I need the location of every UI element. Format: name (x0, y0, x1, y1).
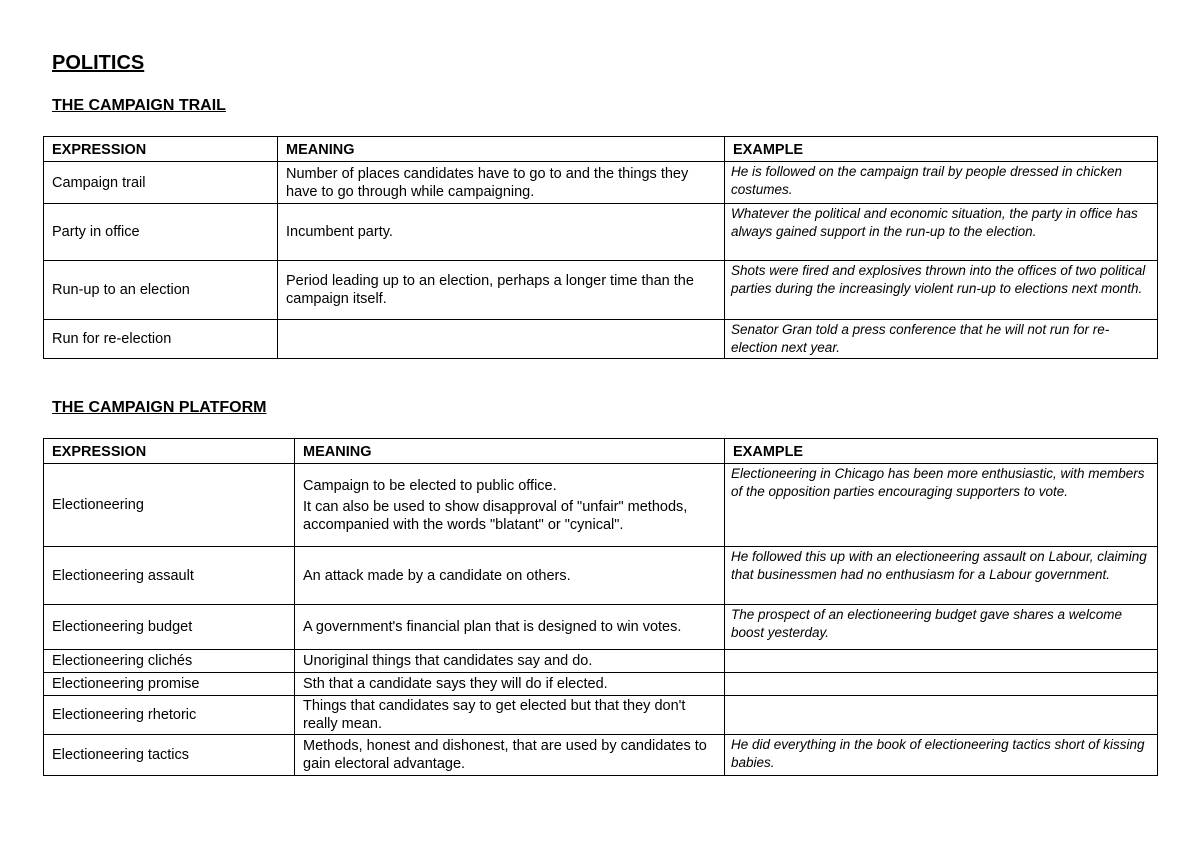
column-header-example: EXAMPLE (725, 137, 1158, 162)
meaning-text: A government's financial plan that is designed to win votes. (303, 619, 682, 635)
table-campaign-platform (43, 438, 1158, 776)
meaning-text: Campaign to be elected to public office. (303, 477, 557, 494)
meaning-cell (278, 261, 725, 320)
table-row (44, 735, 1158, 776)
meaning-text: Sth that a candidate says they will do if elected. (303, 676, 608, 692)
meaning-cell (295, 605, 725, 650)
meaning-text: Incumbent party. (286, 224, 393, 240)
example-cell: The prospect of an electioneering budget gave shares a welcome boost yesterday. (725, 605, 1158, 650)
expression-cell: Electioneering promise (44, 673, 295, 696)
table-row (44, 204, 1158, 261)
table-row (44, 673, 1158, 696)
example-cell: Electioneering in Chicago has been more enthusiastic, with members of the opposition parties encouraging supporters to vote. (725, 464, 1158, 547)
expression-cell: Electioneering budget (44, 605, 295, 650)
meaning-cell (295, 464, 725, 547)
column-header-expression: EXPRESSION (44, 439, 295, 464)
column-header-example: EXAMPLE (725, 439, 1158, 464)
expression-cell: Run for re-election (44, 320, 278, 359)
example-cell: He followed this up with an electioneering assault on Labour, claiming that businessmen had no enthusiasm for a Labour government. (725, 547, 1158, 605)
column-header-meaning: MEANING (278, 137, 725, 162)
table-row (44, 464, 1158, 547)
table-row (44, 696, 1158, 735)
example-cell: Shots were fired and explosives thrown into the offices of two political parties during the increasingly violent run-up to elections next month. (725, 261, 1158, 320)
table-header-row (44, 137, 1158, 162)
expression-cell: Electioneering rhetoric (44, 696, 295, 735)
meaning-cell (295, 735, 725, 776)
column-header-expression: EXPRESSION (44, 137, 278, 162)
meaning-cell (295, 673, 725, 696)
meaning-text: Number of places candidates have to go to and the things they have to go through while campaigning. (286, 165, 689, 200)
expression-cell: Electioneering clichés (44, 650, 295, 673)
example-cell: He is followed on the campaign trail by people dressed in chicken costumes. (725, 162, 1158, 204)
meaning-text: An attack made by a candidate on others. (303, 567, 571, 584)
table-row (44, 547, 1158, 605)
example-cell: He did everything in the book of electioneering tactics short of kissing babies. (725, 735, 1158, 776)
meaning-cell (278, 204, 725, 261)
meaning-cell (278, 162, 725, 204)
column-header-meaning: MEANING (295, 439, 725, 464)
meaning-cell (278, 320, 725, 359)
meaning-text: It can also be used to show disapproval of "unfair" methods, accompanied with the words "blatant" or "cynical". (303, 498, 688, 533)
example-cell (725, 650, 1158, 673)
expression-cell: Campaign trail (44, 162, 278, 204)
table-campaign-trail (43, 136, 1158, 359)
meaning-cell (295, 696, 725, 735)
section-heading-campaign-platform: THE CAMPAIGN PLATFORM (52, 399, 267, 416)
expression-cell: Party in office (44, 204, 278, 261)
meaning-cell (295, 547, 725, 605)
table-row (44, 261, 1158, 320)
example-cell: Whatever the political and economic situation, the party in office has always gained support in the run-up to the election. (725, 204, 1158, 261)
table-header-row (44, 439, 1158, 464)
document-title: POLITICS (52, 52, 145, 74)
meaning-text: Unoriginal things that candidates say and do. (303, 653, 593, 669)
expression-cell: Run-up to an election (44, 261, 278, 320)
meaning-cell (295, 650, 725, 673)
example-cell (725, 673, 1158, 696)
meaning-text: Period leading up to an election, perhaps a longer time than the campaign itself. (286, 273, 694, 307)
example-cell (725, 696, 1158, 735)
expression-cell: Electioneering (44, 464, 295, 547)
table-row (44, 162, 1158, 204)
example-cell: Senator Gran told a press conference that he will not run for re-election next year. (725, 320, 1158, 359)
table-row (44, 605, 1158, 650)
meaning-text: Things that candidates say to get elected but that they don't really mean. (303, 698, 686, 732)
expression-cell: Electioneering tactics (44, 735, 295, 776)
section-heading-campaign-trail: THE CAMPAIGN TRAIL (52, 97, 226, 114)
meaning-text: Methods, honest and dishonest, that are used by candidates to gain electoral advantage. (303, 738, 707, 772)
table-row (44, 320, 1158, 359)
table-row (44, 650, 1158, 673)
expression-cell: Electioneering assault (44, 547, 295, 605)
